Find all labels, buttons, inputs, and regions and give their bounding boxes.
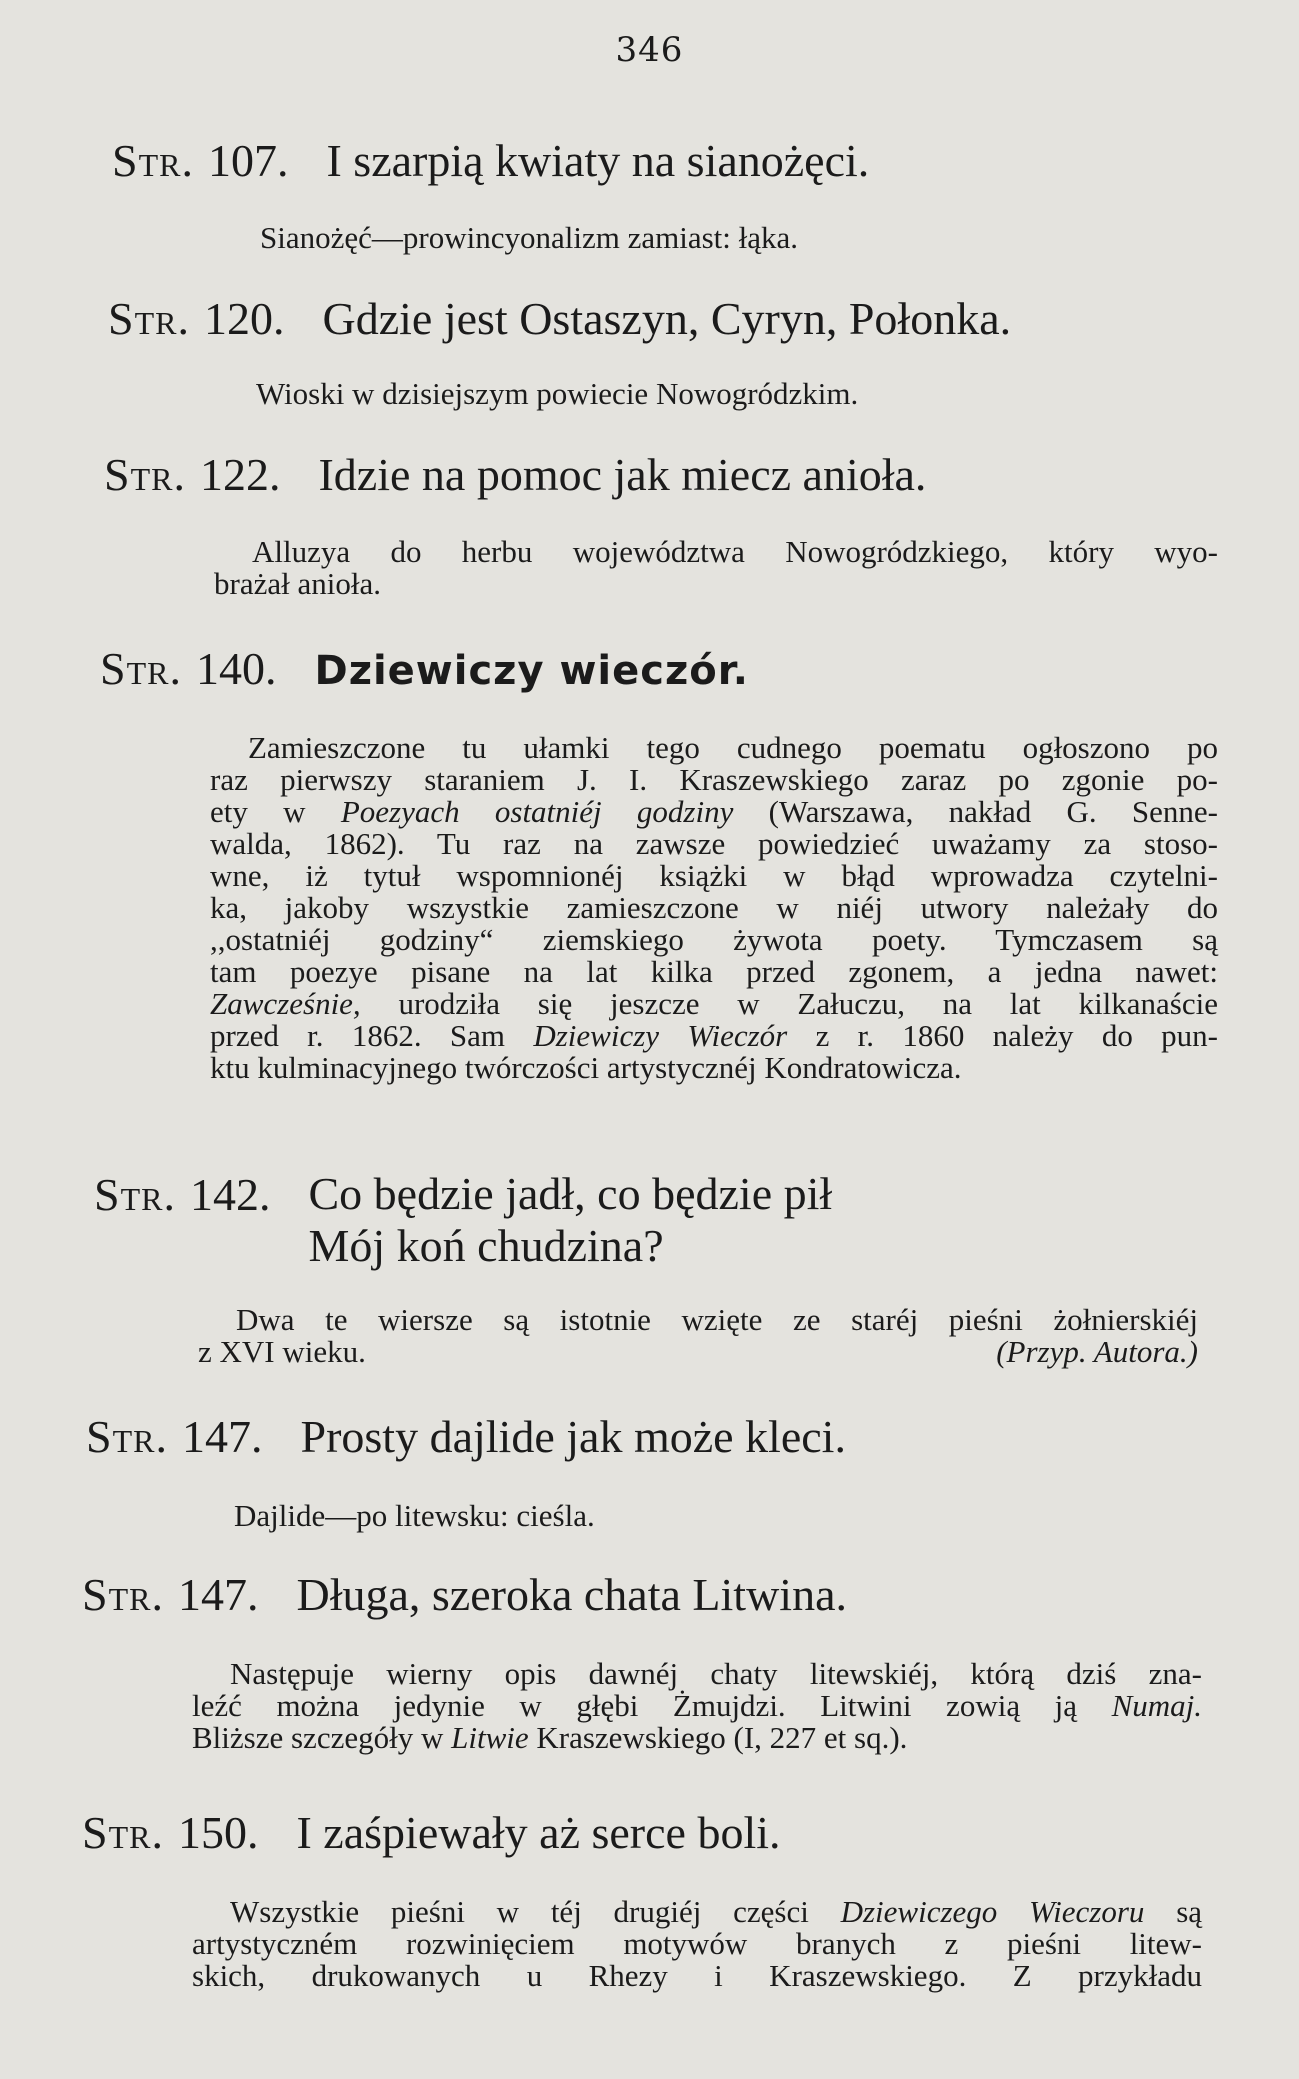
entry-page-ref: 142.: [189, 1169, 271, 1220]
entry-label: Str.: [104, 449, 186, 500]
entry-note: Sianożęć—prowincyonalizm zamiast: łąka.: [260, 220, 799, 255]
entry-label: Str.: [112, 135, 194, 186]
entry-label: Str.: [94, 1169, 176, 1220]
entry-label: Str.: [82, 1569, 164, 1620]
entry-label: Str.: [86, 1411, 168, 1462]
entry-heading: [100, 642, 749, 695]
entry-heading: [82, 1568, 847, 1621]
entry-label: Str.: [82, 1807, 164, 1858]
poem-title: Dziewiczego Wieczoru: [840, 1894, 1145, 1929]
entry-heading: [108, 292, 1011, 345]
entry-label: Str.: [108, 293, 190, 344]
entry-heading: [112, 134, 869, 187]
entry-quote: Gdzie jest Ostaszyn, Cyryn, Połonka.: [322, 293, 1012, 344]
entry-page-ref: 147.: [177, 1569, 259, 1620]
local-name: Numaj.: [1111, 1688, 1203, 1723]
entry-quote: Prosty dajlide jak może kleci.: [300, 1411, 846, 1462]
entry-note: Następuje wierny opis dawnéj chaty litewskiéj, którą dziś zna- leźć można jedynie w głębi Żmujdzi. Litwini zowią ją Numaj. Bliższe szczegóły w Litwie Kraszewskiego (I, 227 et sq.).: [192, 1656, 1203, 1755]
entry-note: Alluzya do herbu województwa Nowogródzkiego, który wyo- brażał anioła.: [214, 534, 1218, 601]
entry-quote: Co będzie jadł, co będzie pił Mój koń chudzina?: [308, 1168, 833, 1271]
entry-quote: I szarpią kwiaty na sianożęci.: [326, 135, 870, 186]
poem-title: Zawcześnie,: [210, 986, 361, 1021]
entry-note: Wioski w dzisiejszym powiecie Nowogródzkim.: [256, 376, 859, 411]
entry-page-ref: 140.: [195, 643, 277, 694]
entry-page-ref: 120.: [203, 293, 285, 344]
entry-quote: Idzie na pomoc jak miecz anioła.: [318, 449, 927, 500]
entry-heading: [94, 1168, 832, 1272]
entry-note: Dajlide—po litewsku: cieśla.: [234, 1498, 595, 1533]
entry-label: Str.: [100, 643, 182, 694]
entry-page-ref: 107.: [207, 135, 289, 186]
entry-note: Wszystkie pieśni w téj drugiéj części Dziewiczego Wieczoru są artystyczném rozwinięciem motywów branych z pieśni litew- skich, drukowanych u Rhezy i Kraszewskiego. Z przykładu: [192, 1894, 1203, 1993]
page-number: 346: [615, 30, 684, 70]
entry-note: Zamieszczone tu ułamki tego cudnego poematu ogłoszono po raz pierwszy staraniem J. I. Kraszewskiego zaraz po zgonie po- ety w Poezyach ostatniéj godziny (Warszawa, nakład G. Senne- walda, 1862). Tu raz na zawsze powiedzieć uważamy za stoso- wne, iż tytuł wspomnionéj książki w błąd wprowadza czytelni- ka, jakoby wszystkie zamieszczone w niéj utwory należały do ,,ostatniéj godziny“ ziemskiego żywota poety. Tymczasem są tam poezye pisane na lat kilka przed zgonem, a jedna nawet: Zawcześnie, urodziła się jeszcze w Załuczu, na lat kilkanaście przed r. 1862. Sam Dziewiczy Wieczór z r. 1860 należy do pun- ktu kulminacyjnego twórczości artystycznéj Kondratowicza.: [210, 730, 1219, 1085]
entry-page-ref: 150.: [177, 1807, 259, 1858]
entry-quote: I zaśpiewały aż serce boli.: [296, 1807, 781, 1858]
entry-heading: [104, 448, 926, 501]
entry-note: Dwa te wiersze są istotnie wzięte ze staréj pieśni żołnierskiéj z XVI wieku. (Przyp. Autora.): [198, 1302, 1198, 1369]
attribution: (Przyp. Autora.): [996, 1334, 1198, 1369]
entry-quote: Długa, szeroka chata Litwina.: [296, 1569, 847, 1620]
entry-quote: Dziewiczy wieczór.: [314, 648, 749, 694]
entry-page-ref: 122.: [199, 449, 281, 500]
entry-heading: [82, 1806, 781, 1859]
book-title: Poezyach ostatniéj godziny: [340, 794, 734, 829]
book-title: Litwie: [451, 1720, 529, 1755]
entry-heading: [86, 1410, 846, 1463]
poem-title: Dziewiczy Wieczór: [533, 1018, 788, 1053]
entry-page-ref: 147.: [181, 1411, 263, 1462]
